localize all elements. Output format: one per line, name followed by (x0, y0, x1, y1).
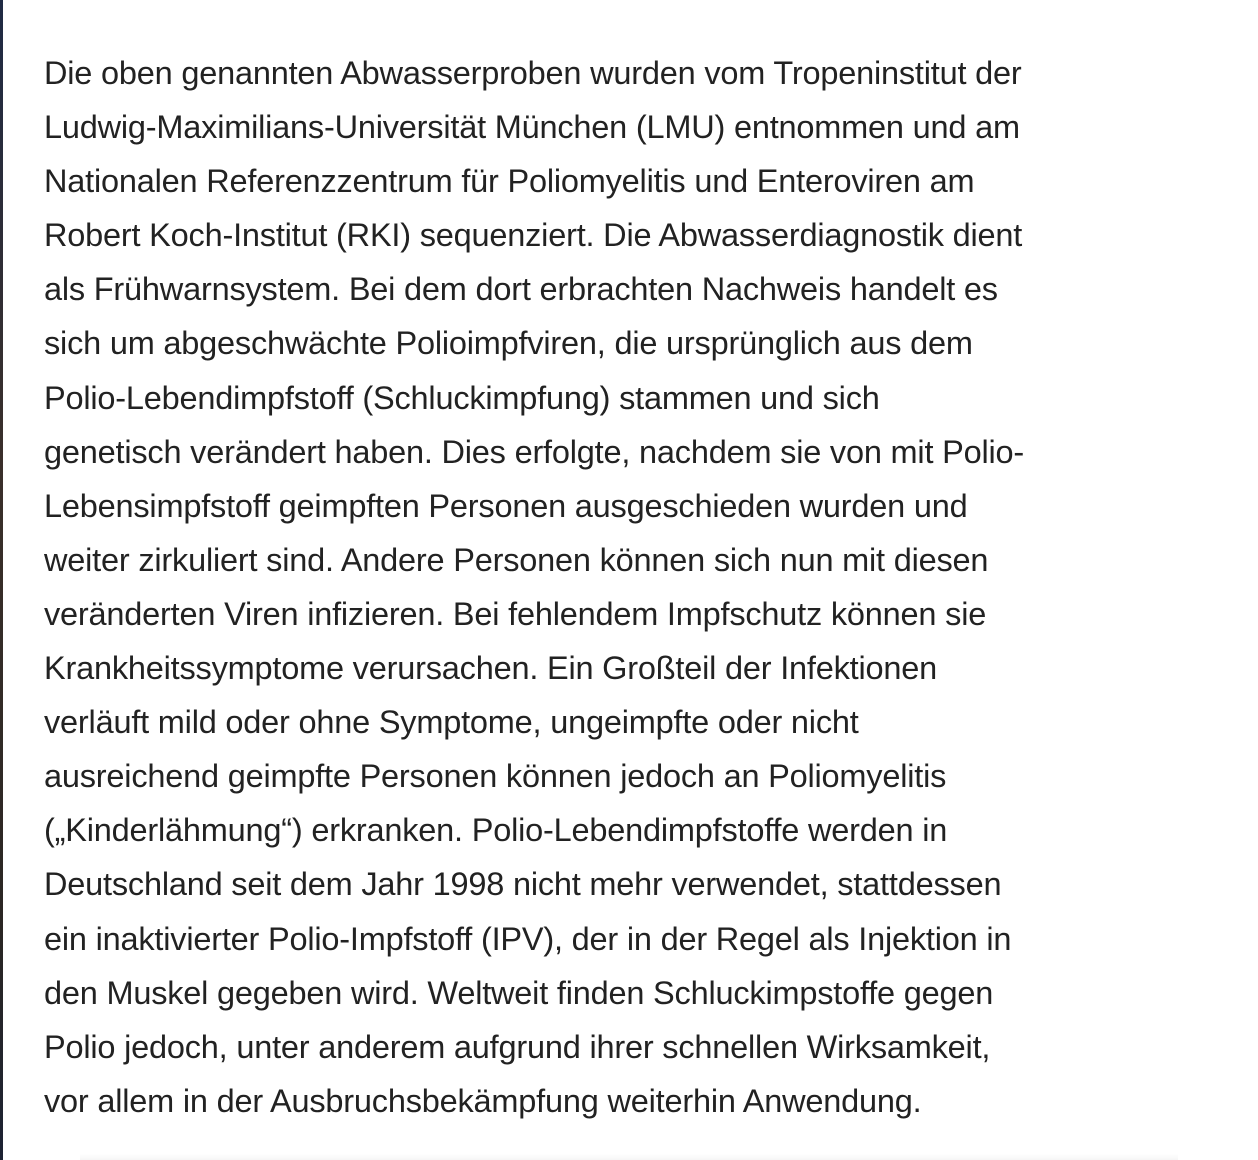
paragraph-line: Krankheitssymptome verursachen. Ein Großteil der Infektionen (44, 650, 938, 687)
paragraph-line: Deutschland seit dem Jahr 1998 nicht mehr verwendet, stattdessen (44, 866, 1002, 903)
bottom-divider-shadow (80, 1154, 1178, 1160)
paragraph-line: den Muskel gegeben wird. Weltweit finden Schluckimpstoffe gegen (44, 974, 994, 1011)
paragraph-line: Ludwig-Maximilians-Universität München (LMU) entnommen und am (44, 109, 1020, 146)
paragraph-line: Lebensimpfstoff geimpften Personen ausgeschieden wurden und (44, 487, 968, 524)
paragraph-line: veränderten Viren infizieren. Bei fehlendem Impfschutz können sie (44, 595, 987, 632)
paragraph-line: ein inaktivierter Polio-Impfstoff (IPV), der in der Regel als Injektion in (44, 920, 1012, 957)
paragraph-line: weiter zirkuliert sind. Andere Personen können sich nun mit diesen (44, 541, 989, 578)
paragraph-line: sich um abgeschwächte Polioimpfviren, die ursprünglich aus dem (44, 325, 973, 362)
paragraph-line: vor allem in der Ausbruchsbekämpfung weiterhin Anwendung. (44, 1082, 922, 1119)
paragraph-line: als Frühwarnsystem. Bei dem dort erbrachten Nachweis handelt es (44, 271, 998, 308)
paragraph-line: („Kinderlähmung“) erkranken. Polio-Lebendimpfstoffe werden in (44, 812, 948, 849)
paragraph-line: Polio-Lebendimpfstoff (Schluckimpfung) stammen und sich (44, 379, 880, 416)
paragraph-line: verläuft mild oder ohne Symptome, ungeimpfte oder nicht (44, 704, 859, 741)
paragraph-line: ausreichend geimpfte Personen können jedoch an Poliomyelitis (44, 758, 947, 795)
paragraph-line: Die oben genannten Abwasserproben wurden vom Tropeninstitut der (44, 55, 1022, 91)
paragraph-line: Nationalen Referenzzentrum für Poliomyelitis und Enteroviren am (44, 163, 975, 200)
window-left-edge (0, 0, 3, 1160)
paragraph-line: Robert Koch-Institut (RKI) sequenziert. Die Abwasserdiagnostik dient (44, 217, 1023, 254)
paragraph-line: genetisch verändert haben. Dies erfolgte, nachdem sie von mit Polio- (44, 433, 1024, 470)
paragraph-line: Polio jedoch, unter anderem aufgrund ihrer schnellen Wirksamkeit, (44, 1028, 991, 1065)
article-paragraph (44, 46, 1164, 1128)
